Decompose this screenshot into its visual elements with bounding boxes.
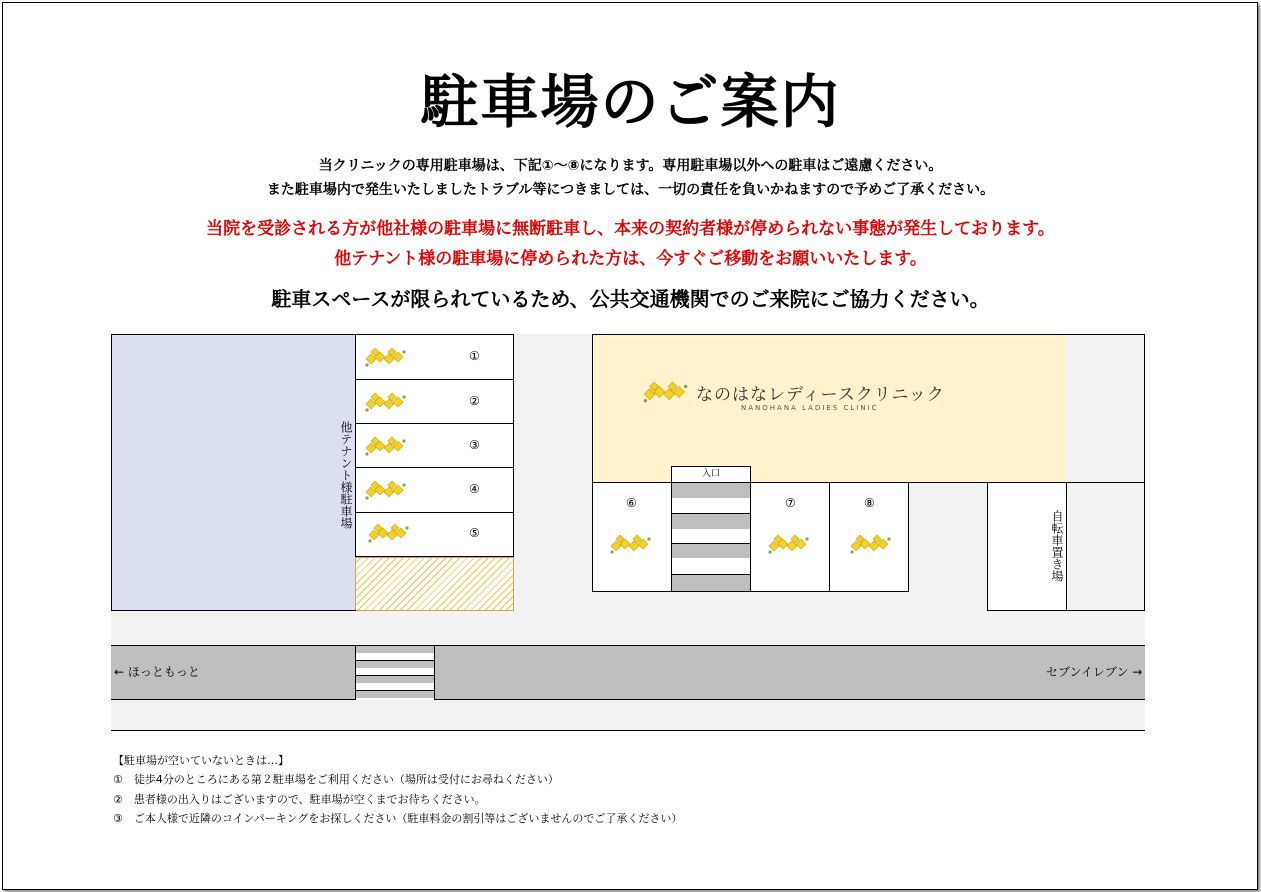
adjacent-strip <box>1066 334 1145 483</box>
space-number: ⑥ <box>626 496 637 510</box>
lot-edge-line <box>111 610 356 611</box>
flower-logo-icon <box>364 435 408 457</box>
bicycle-parking <box>987 482 1067 611</box>
clinic-name-en: NANOHANA LADIES CLINIC <box>741 404 879 412</box>
flower-logo-icon <box>364 391 408 413</box>
intro-line-1: 当クリニックの専用駐車場は、下記①～⑧になります。専用駐車場以外への駐車はご遠慮ください。 <box>318 158 943 174</box>
flower-logo-icon <box>367 522 411 544</box>
flower-logo-icon <box>364 346 408 368</box>
entrance-label: 入口 <box>671 466 751 483</box>
right-edge <box>1066 482 1145 611</box>
road-crosswalk <box>355 645 435 700</box>
note-item-1: ① 徒歩4分のところにある第２駐車場をご利用ください（場所は受付にお尋ねください） <box>113 773 559 786</box>
other-tenant-parking <box>111 334 356 611</box>
space-number: ⑧ <box>864 496 875 510</box>
flower-logo-icon <box>767 533 811 555</box>
road-direction-left: ← ほっともっと <box>114 665 200 679</box>
clinic-name: なのはなレディースクリニック <box>696 385 945 405</box>
warning-line-2: 他テナント様の駐車場に停められた方は、今すぐご移動をお願いいたします。 <box>334 249 927 269</box>
entrance-crosswalk <box>671 482 751 592</box>
note-item-2: ② 患者様の出入りはございますので、駐車場が空くまでお待ちください。 <box>113 793 486 806</box>
intro-line-2: また駐車場内で発生いたしましたトラブル等につきましては、一切の責任を負いかねますので予めご了承ください。 <box>266 182 995 198</box>
road-edge-line <box>111 730 1145 731</box>
space-number: ⑦ <box>785 496 796 510</box>
no-parking-hatched-zone <box>355 557 514 611</box>
transit-notice: 駐車スペースが限られているため、公共交通機関でのご来院にご協力ください。 <box>271 287 990 311</box>
flower-logo-icon <box>609 533 653 555</box>
page-title: 駐車場のご案内 <box>420 68 841 136</box>
space-number: ① <box>469 349 480 363</box>
space-number: ⑤ <box>469 526 480 540</box>
clinic-logo-icon <box>642 380 690 404</box>
main-road <box>111 645 1145 700</box>
other-tenant-label: 他テナント様駐車場 <box>339 421 353 529</box>
space-number: ② <box>469 394 480 408</box>
notes-heading: 【駐車場が空いていないときは…】 <box>113 754 289 767</box>
flower-logo-icon <box>364 479 408 501</box>
space-number: ④ <box>469 482 480 496</box>
warning-line-1: 当院を受診される方が他社様の駐車場に無断駐車し、本来の契約者様が停められない事態が発生しております。 <box>206 219 1055 239</box>
space-number: ③ <box>469 438 480 452</box>
road-direction-right: セブンイレブン → <box>1046 665 1143 679</box>
flower-logo-icon <box>849 533 893 555</box>
bicycle-parking-label: 自転車置き場 <box>1050 510 1064 582</box>
note-item-3: ③ ご本人様で近隣のコインパーキングをお探しください（駐車料金の割引等はございませんのでご了承ください） <box>113 812 683 825</box>
